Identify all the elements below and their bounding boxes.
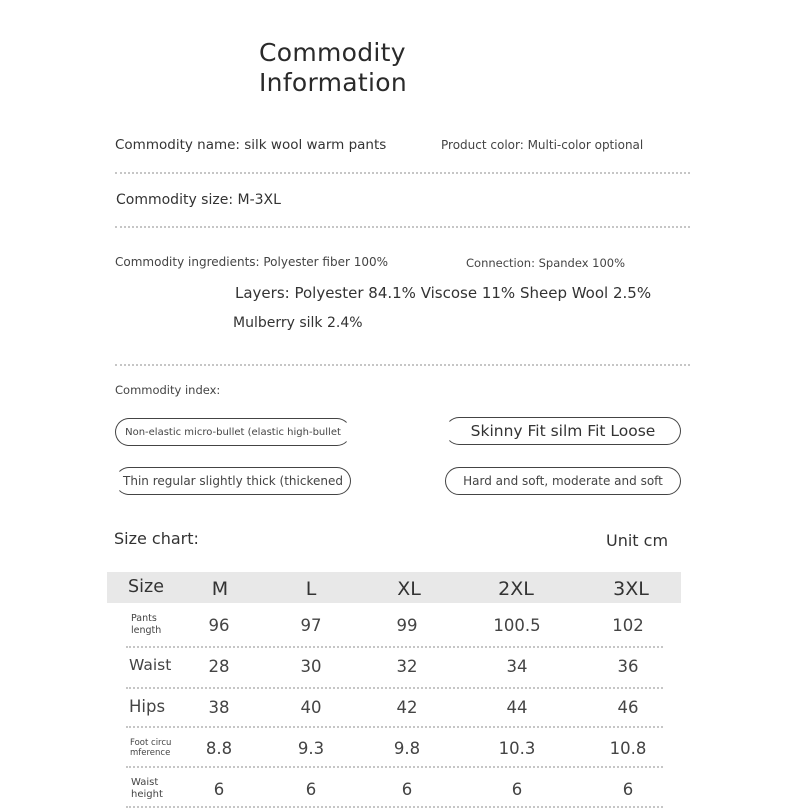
index-thickness: Thin regular slightly thick (thickened [115,467,351,495]
size-header-xl: XL [397,578,421,600]
row-divider [126,726,663,728]
table-cell: 6 [305,780,317,799]
index-fit: Skinny Fit silm Fit Loose [445,417,681,445]
commodity-index-label: Commodity index: [115,383,221,397]
row-divider [126,766,663,768]
row-divider [126,687,663,689]
table-cell: 9.3 [297,739,325,758]
row-label-waist: Waist [129,656,172,674]
row-label-pants-length: Pants length [131,613,162,636]
table-cell: 30 [300,657,322,676]
product-color: Product color: Multi-color optional [441,138,644,152]
table-cell: 102 [612,616,644,635]
row-label-hips: Hips [129,697,166,716]
page-title-line-2: Information [259,68,408,97]
table-cell: 6 [622,780,634,799]
page-title [259,38,479,98]
table-cell: 96 [208,616,230,635]
table-cell: 6 [213,780,225,799]
commodity-size: Commodity size: M-3XL [116,192,281,208]
table-cell: 38 [208,698,230,717]
divider [115,226,690,228]
size-table-header [107,572,681,603]
size-header-2xl: 2XL [498,578,534,600]
divider [115,364,690,366]
size-header-3xl: 3XL [613,578,649,600]
divider [115,172,690,174]
size-header-label: Size [128,577,164,597]
size-header-m: M [211,578,229,600]
table-cell: 10.8 [609,739,647,758]
table-cell: 34 [506,657,528,676]
index-elasticity: Non-elastic micro-bullet (elastic high-bullet [115,418,351,446]
table-cell: 42 [396,698,418,717]
table-cell: 6 [511,780,523,799]
commodity-name: Commodity name: silk wool warm pants [115,137,387,153]
size-header-l: L [305,578,317,600]
table-cell: 40 [300,698,322,717]
table-cell: 97 [300,616,322,635]
table-cell: 44 [506,698,528,717]
table-cell: 9.8 [393,739,421,758]
table-cell: 10.3 [498,739,536,758]
commodity-ingredients: Commodity ingredients: Polyester fiber 100% [115,255,389,269]
size-chart-label: Size chart: [114,529,199,548]
table-cell: 46 [617,698,639,717]
table-cell: 28 [208,657,230,676]
table-cell: 36 [617,657,639,676]
table-cell: 100.5 [493,616,541,635]
table-cell: 8.8 [205,739,233,758]
table-cell: 6 [401,780,413,799]
mulberry-silk: Mulberry silk 2.4% [233,315,363,331]
index-softness: Hard and soft, moderate and soft [445,467,681,495]
page-title-line-1: Commodity [259,38,406,67]
unit-label: Unit cm [606,531,669,550]
table-cell: 99 [396,616,418,635]
connection-material: Connection: Spandex 100% [466,256,626,270]
layers-material: Layers: Polyester 84.1% Viscose 11% Sheep Wool 2.5% [235,284,652,302]
table-cell: 32 [396,657,418,676]
row-label-waist-height: Waist height [131,777,163,800]
row-divider [126,806,663,808]
row-label-foot-circumference: Foot circu mference [130,738,172,758]
row-divider [126,646,663,648]
